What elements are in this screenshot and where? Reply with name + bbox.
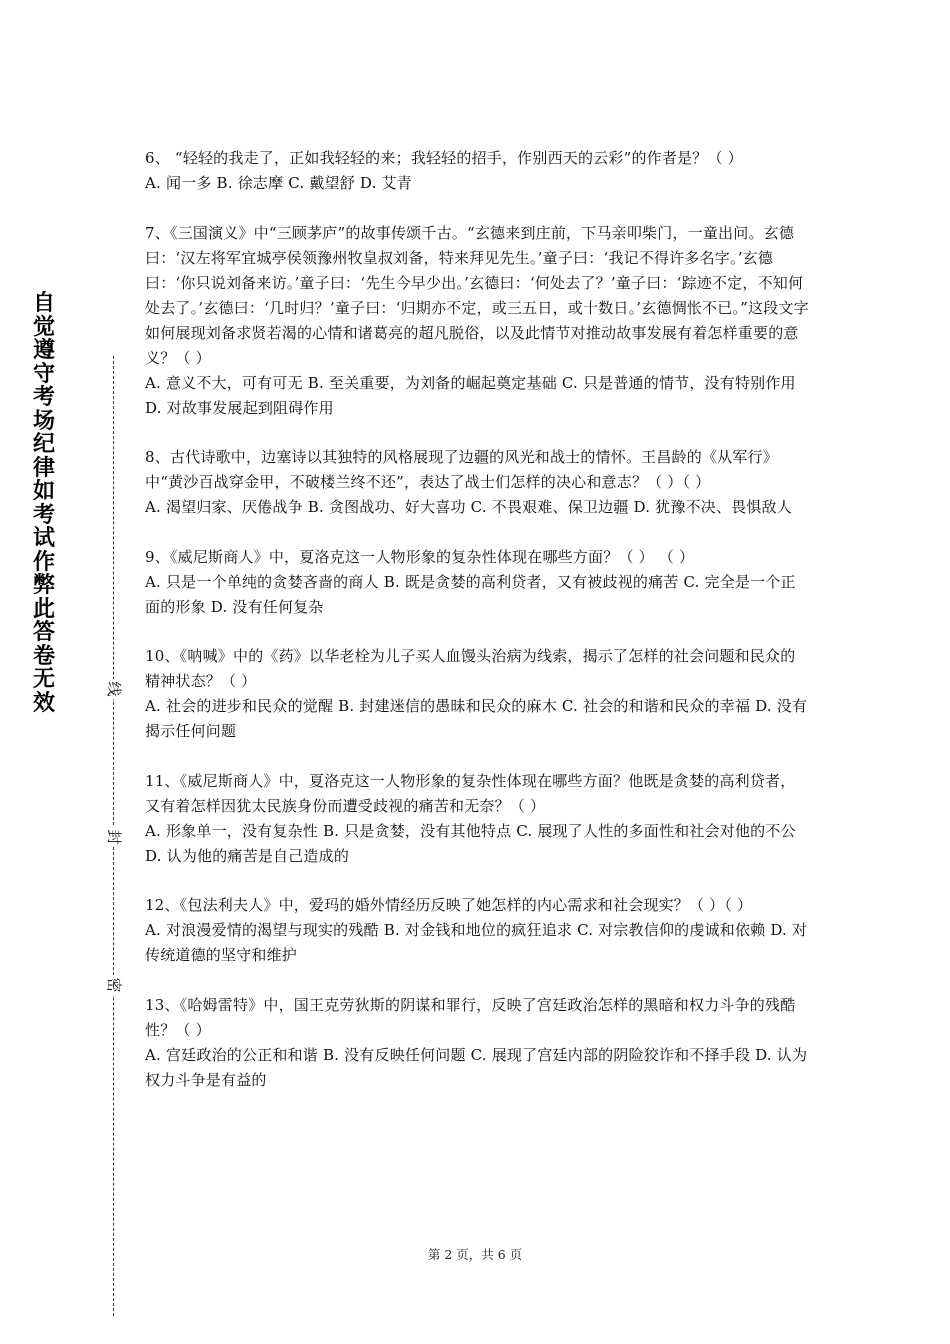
question-text: 7、《三国演义》中“三顾茅庐”的故事传颂千古。“玄德来到庄前，下马亲叩柴门，一童出问。玄德曰：‘汉左将军宜城亭侯领豫州牧皇叔刘备，特来拜见先生。’童子曰：‘我记不得许多名字。’玄德曰：‘你只说刘备来访。’童子曰：‘先生今早少出。’玄德曰：‘何处去了？’童子曰：‘踪迹不定，不知何处去了。’玄德曰：‘几时归？’童子曰：‘归期亦不定，或三五日，或十数日。’玄德惆怅不已。”这段文字如何展现刘备求贤若渴的心情和诸葛亮的超凡脱俗，以及此情节对推动故事发展有着怎样重要的意义？（ ）: [145, 223, 809, 367]
question-text: 8、古代诗歌中，边塞诗以其独特的风格展现了边疆的风光和战士的情怀。王昌龄的《从军行》中“黄沙百战穿金甲，不破楼兰终不还”，表达了战士们怎样的决心和意志？（ ）（ ）: [145, 448, 778, 491]
binding-mark-mi: 密: [104, 975, 124, 995]
question-options: A. 意义不大，可有可无 B. 至关重要，为刘备的崛起奠定基础 C. 只是普通的情节，没有特别作用 D. 对故事发展起到阻碍作用: [145, 373, 796, 417]
question-10: [145, 644, 809, 744]
question-13: [145, 993, 809, 1093]
question-text: 13、《哈姆雷特》中，国王克劳狄斯的阴谋和罪行，反映了宫廷政治怎样的黑暗和权力斗争的残酷性？（ ）: [145, 995, 796, 1039]
question-text: 6、 “轻轻的我走了，正如我轻轻的来；我轻轻的招手，作别西天的云彩”的作者是？（ ）: [145, 149, 743, 167]
question-options: A. 形象单一，没有复杂性 B. 只是贪婪，没有其他特点 C. 展现了人性的多面性和社会对他的不公 D. 认为他的痛苦是自己造成的: [145, 821, 796, 865]
question-list: [145, 146, 809, 1117]
question-text: 10、《呐喊》中的《药》以华老栓为儿子买人血馒头治病为线索，揭示了怎样的社会问题和民众的精神状态？（ ）: [145, 647, 796, 690]
question-9: [145, 545, 809, 620]
question-8: [145, 445, 809, 520]
question-text: 9、《威尼斯商人》中，夏洛克这一人物形象的复杂性体现在哪些方面？（ ） （ ）: [145, 547, 695, 566]
exam-discipline-notice: 自觉遵守考场纪律如考试作弊此答卷无效: [32, 291, 55, 716]
question-options: A. 只是一个单纯的贪婪吝啬的商人 B. 既是贪婪的高利贷者，又有被歧视的痛苦 C. 完全是一个正面的形象 D. 没有任何复杂: [145, 572, 796, 616]
binding-mark-feng: 封: [104, 827, 124, 847]
question-options: A. 渴望归家、厌倦战争 B. 贪图战功、好大喜功 C. 不畏艰难、保卫边疆 D. 犹豫不决、畏惧敌人: [145, 498, 792, 516]
question-options: A. 闻一多 B. 徐志摩 C. 戴望舒 D. 艾青: [145, 174, 412, 192]
binding-mark-xian: 线: [104, 679, 124, 699]
question-12: [145, 893, 809, 968]
page-number: 第 2 页，共 6 页: [427, 1247, 523, 1262]
question-7: [145, 221, 809, 421]
question-options: A. 对浪漫爱情的渴望与现实的残酷 B. 对金钱和地位的疯狂追求 C. 对宗教信仰的虔诚和依赖 D. 对传统道德的坚守和维护: [145, 921, 808, 964]
question-text: 12、《包法利夫人》中，爱玛的婚外情经历反映了她怎样的内心需求和社会现实？（ ）（ ）: [145, 896, 753, 914]
question-text: 11、《威尼斯商人》中，夏洛克这一人物形象的复杂性体现在哪些方面？他既是贪婪的高利贷者，又有着怎样因犹太民族身份而遭受歧视的痛苦和无奈？（ ）: [145, 771, 796, 815]
question-11: [145, 769, 809, 869]
question-options: A. 宫廷政治的公正和和谐 B. 没有反映任何问题 C. 展现了宫廷内部的阴险狡诈和不择手段 D. 认为权力斗争是有益的: [145, 1045, 808, 1089]
question-options: A. 社会的进步和民众的觉醒 B. 封建迷信的愚昧和民众的麻木 C. 社会的和谐和民众的幸福 D. 没有揭示任何问题: [145, 697, 808, 740]
question-6: [145, 146, 809, 196]
